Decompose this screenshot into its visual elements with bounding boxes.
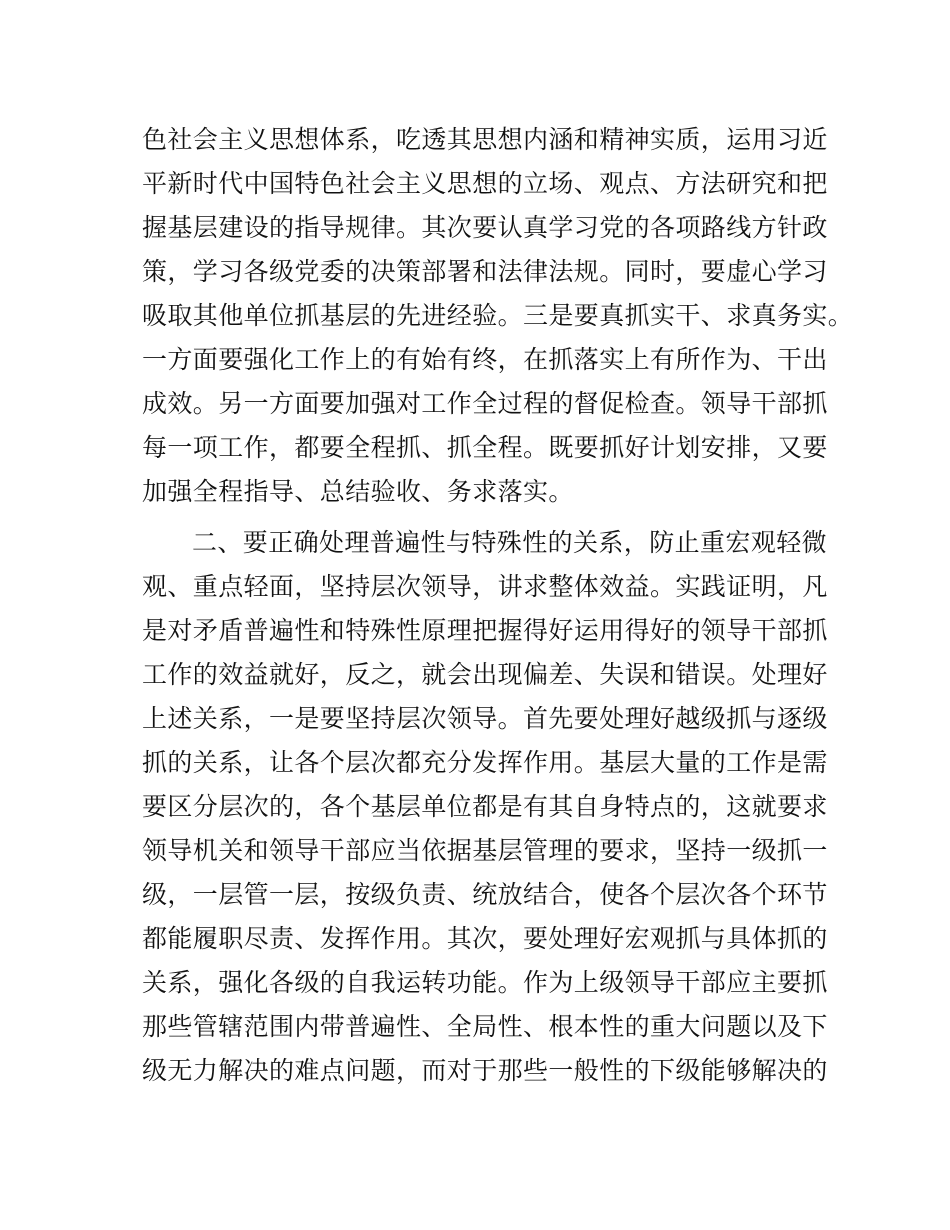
text-line: 色社会主义思想体系，吃透其思想内涵和精神实质，运用习近 bbox=[142, 125, 828, 154]
text-line: 关系，强化各级的自我运转功能。作为上级领导干部应主要抓 bbox=[142, 968, 828, 997]
text-line: 平新时代中国特色社会主义思想的立场、观点、方法研究和把 bbox=[142, 169, 828, 198]
text-line: 是对矛盾普遍性和特殊性原理把握得好运用得好的领导干部抓 bbox=[142, 616, 828, 645]
text-line: 吸取其他单位抓基层的先进经验。三是要真抓实干、求真务实。 bbox=[142, 301, 854, 330]
text-line: 那些管辖范围内带普遍性、全局性、根本性的重大问题以及下 bbox=[142, 1012, 828, 1041]
text-line: 一方面要强化工作上的有始有终，在抓落实上有所作为、干出 bbox=[142, 345, 828, 374]
text-line: 要区分层次的，各个基层单位都是有其自身特点的，这就要求 bbox=[142, 792, 828, 821]
text-line: 每一项工作，都要全程抓、抓全程。既要抓好计划安排，又要 bbox=[142, 433, 828, 462]
text-line: 领导机关和领导干部应当依据基层管理的要求，坚持一级抓一 bbox=[142, 836, 828, 865]
text-line: 工作的效益就好，反之，就会出现偏差、失误和错误。处理好 bbox=[142, 660, 828, 689]
body-text bbox=[142, 118, 854, 1093]
paragraph-1 bbox=[142, 118, 854, 514]
text-line: 抓的关系，让各个层次都充分发挥作用。基层大量的工作是需 bbox=[142, 748, 828, 777]
text-line: 加强全程指导、总结验收、务求落实。 bbox=[142, 477, 574, 506]
text-line-indented: 二、要正确处理普遍性与特殊性的关系，防止重宏观轻微 bbox=[192, 528, 828, 557]
text-line: 策，学习各级党委的决策部署和法律法规。同时，要虚心学习 bbox=[142, 257, 828, 286]
text-line: 成效。另一方面要加强对工作全过程的督促检查。领导干部抓 bbox=[142, 389, 828, 418]
text-line: 级，一层管一层，按级负责、统放结合，使各个层次各个环节 bbox=[142, 880, 828, 909]
text-line: 观、重点轻面，坚持层次领导，讲求整体效益。实践证明，凡 bbox=[142, 572, 828, 601]
text-line: 级无力解决的难点问题，而对于那些一般性的下级能够解决的 bbox=[142, 1056, 828, 1085]
paragraph-2 bbox=[142, 521, 842, 1093]
text-line: 握基层建设的指导规律。其次要认真学习党的各项路线方针政 bbox=[142, 213, 828, 242]
text-line: 都能履职尽责、发挥作用。其次，要处理好宏观抓与具体抓的 bbox=[142, 924, 828, 953]
paragraph-spacer bbox=[142, 514, 842, 521]
text-line: 上述关系，一是要坚持层次领导。首先要处理好越级抓与逐级 bbox=[142, 704, 828, 733]
